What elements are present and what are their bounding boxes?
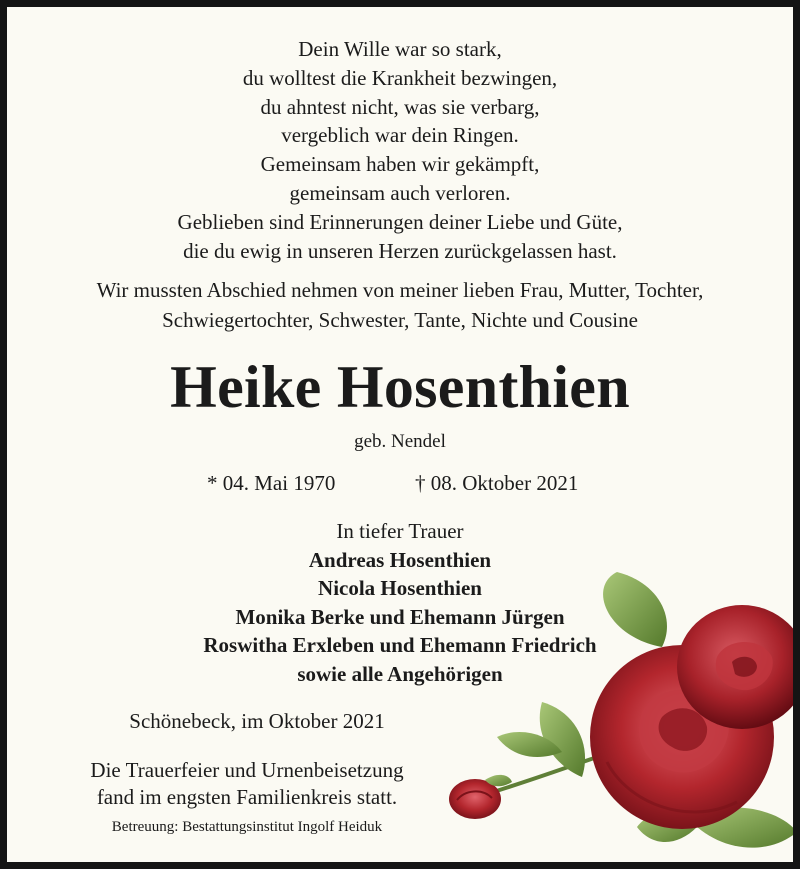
mourner-name: Monika Berke und Ehemann Jürgen: [235, 604, 565, 629]
mourner-name: Andreas Hosenthien: [308, 547, 492, 572]
mourning-heading: In tiefer Trauer: [336, 519, 464, 543]
poem-line: Geblieben sind Erinnerungen deiner Liebe und Güte,: [177, 209, 623, 234]
farewell-intro: [7, 275, 793, 335]
poem: [7, 35, 793, 265]
poem-line: Gemeinsam haben wir gekämpft,: [260, 152, 540, 177]
intro-line: Wir mussten Abschied nehmen von meiner lieben Frau, Mutter, Tochter,: [96, 278, 704, 302]
funeral-note-line: Die Trauerfeier und Urnenbeisetzung: [90, 758, 404, 782]
funeral-note: [47, 757, 447, 811]
birth-date: * 04. Mai 1970: [207, 471, 336, 495]
poem-line: vergeblich war dein Ringen.: [281, 123, 519, 148]
mourner-name: Nicola Hosenthien: [318, 576, 482, 601]
mourner-name: sowie alle Angehörigen: [297, 661, 503, 686]
place-date: Schönebeck, im Oktober 2021: [129, 709, 385, 733]
poem-line: gemeinsam auch verloren.: [289, 180, 511, 205]
maiden-name: geb. Nendel: [354, 431, 446, 452]
deceased-name: Heike Hosenthien: [170, 354, 630, 420]
poem-line: Dein Wille war so stark,: [298, 37, 502, 61]
mourners-block: [7, 517, 793, 689]
funeral-note-line: fand im engsten Familienkreis statt.: [96, 785, 398, 809]
funeral-home-note: Betreuung: Bestattungsinstitut Ingolf Heiduk: [111, 819, 383, 835]
intro-line: Schwiegertochter, Schwester, Tante, Nichte und Cousine: [162, 308, 638, 332]
poem-line: du ahntest nicht, was sie verbarg,: [260, 94, 540, 119]
poem-line: du wolltest die Krankheit bezwingen,: [242, 65, 558, 90]
mourner-name: Roswitha Erxleben und Ehemann Friedrich: [203, 633, 597, 658]
death-date: † 08. Oktober 2021: [415, 471, 579, 495]
poem-line: die du ewig in unseren Herzen zurückgelassen hast.: [183, 238, 617, 263]
